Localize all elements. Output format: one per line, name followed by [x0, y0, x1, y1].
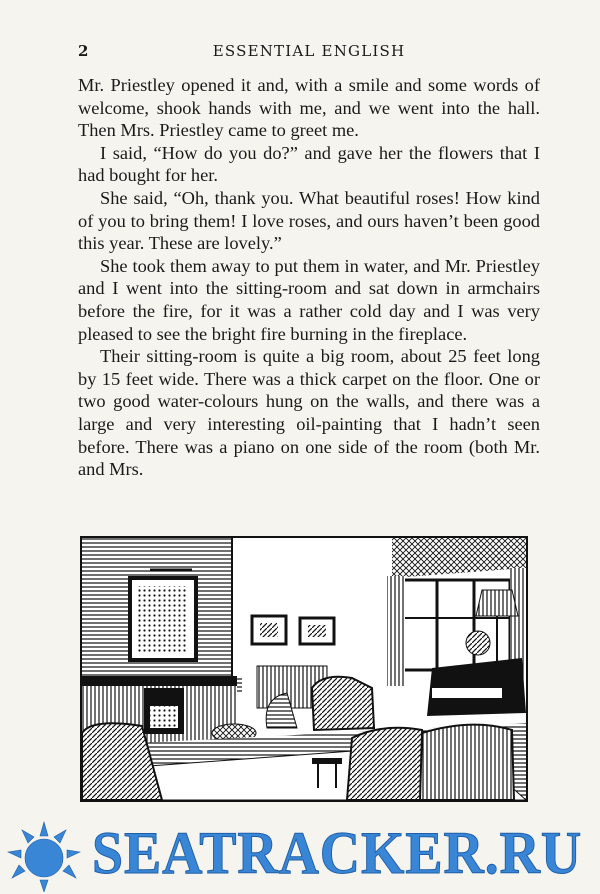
sun-icon	[4, 818, 84, 892]
paragraph: Mr. Priestley opened it and, with a smile and some words of welcome, shook hands with me, and we went into the hall. Then Mrs. Priestley came to greet me.	[78, 75, 540, 141]
paragraph: Their sitting-room is quite a big room, about 25 feet long by 15 feet wide. There was a thick carpet on the floor. One or two good water-colours hung on the walls, and there was a large and very interesting oil-painting that I hadn’t seen before. There was a piano on one side of the room (both Mr. and Mrs.	[78, 346, 540, 480]
paragraph: She took them away to put them in water, and Mr. Priestley and I went into the sitting-room and sat down in armchairs before the fire, for it was a rather cold day and I was very pleased to see the bright fire burning in the fireplace.	[78, 255, 540, 344]
sitting-room-illustration	[80, 536, 528, 802]
paragraph: She said, “Oh, thank you. What beautiful roses! How kind of you to bring them! I love roses, and ours haven’t been good this year. These are lovely.”	[78, 187, 540, 254]
paragraph: I said, “How do you do?” and gave her the flowers that I had bought for her.	[78, 142, 540, 186]
body-text	[78, 74, 540, 481]
watermark-text: SEATRACKER.RU	[92, 820, 583, 886]
sitting-room-drawing	[82, 538, 526, 800]
running-head: ESSENTIAL ENGLISH	[212, 42, 406, 60]
page-number: 2	[78, 42, 89, 60]
page-header	[78, 42, 540, 62]
watermark	[0, 812, 600, 894]
